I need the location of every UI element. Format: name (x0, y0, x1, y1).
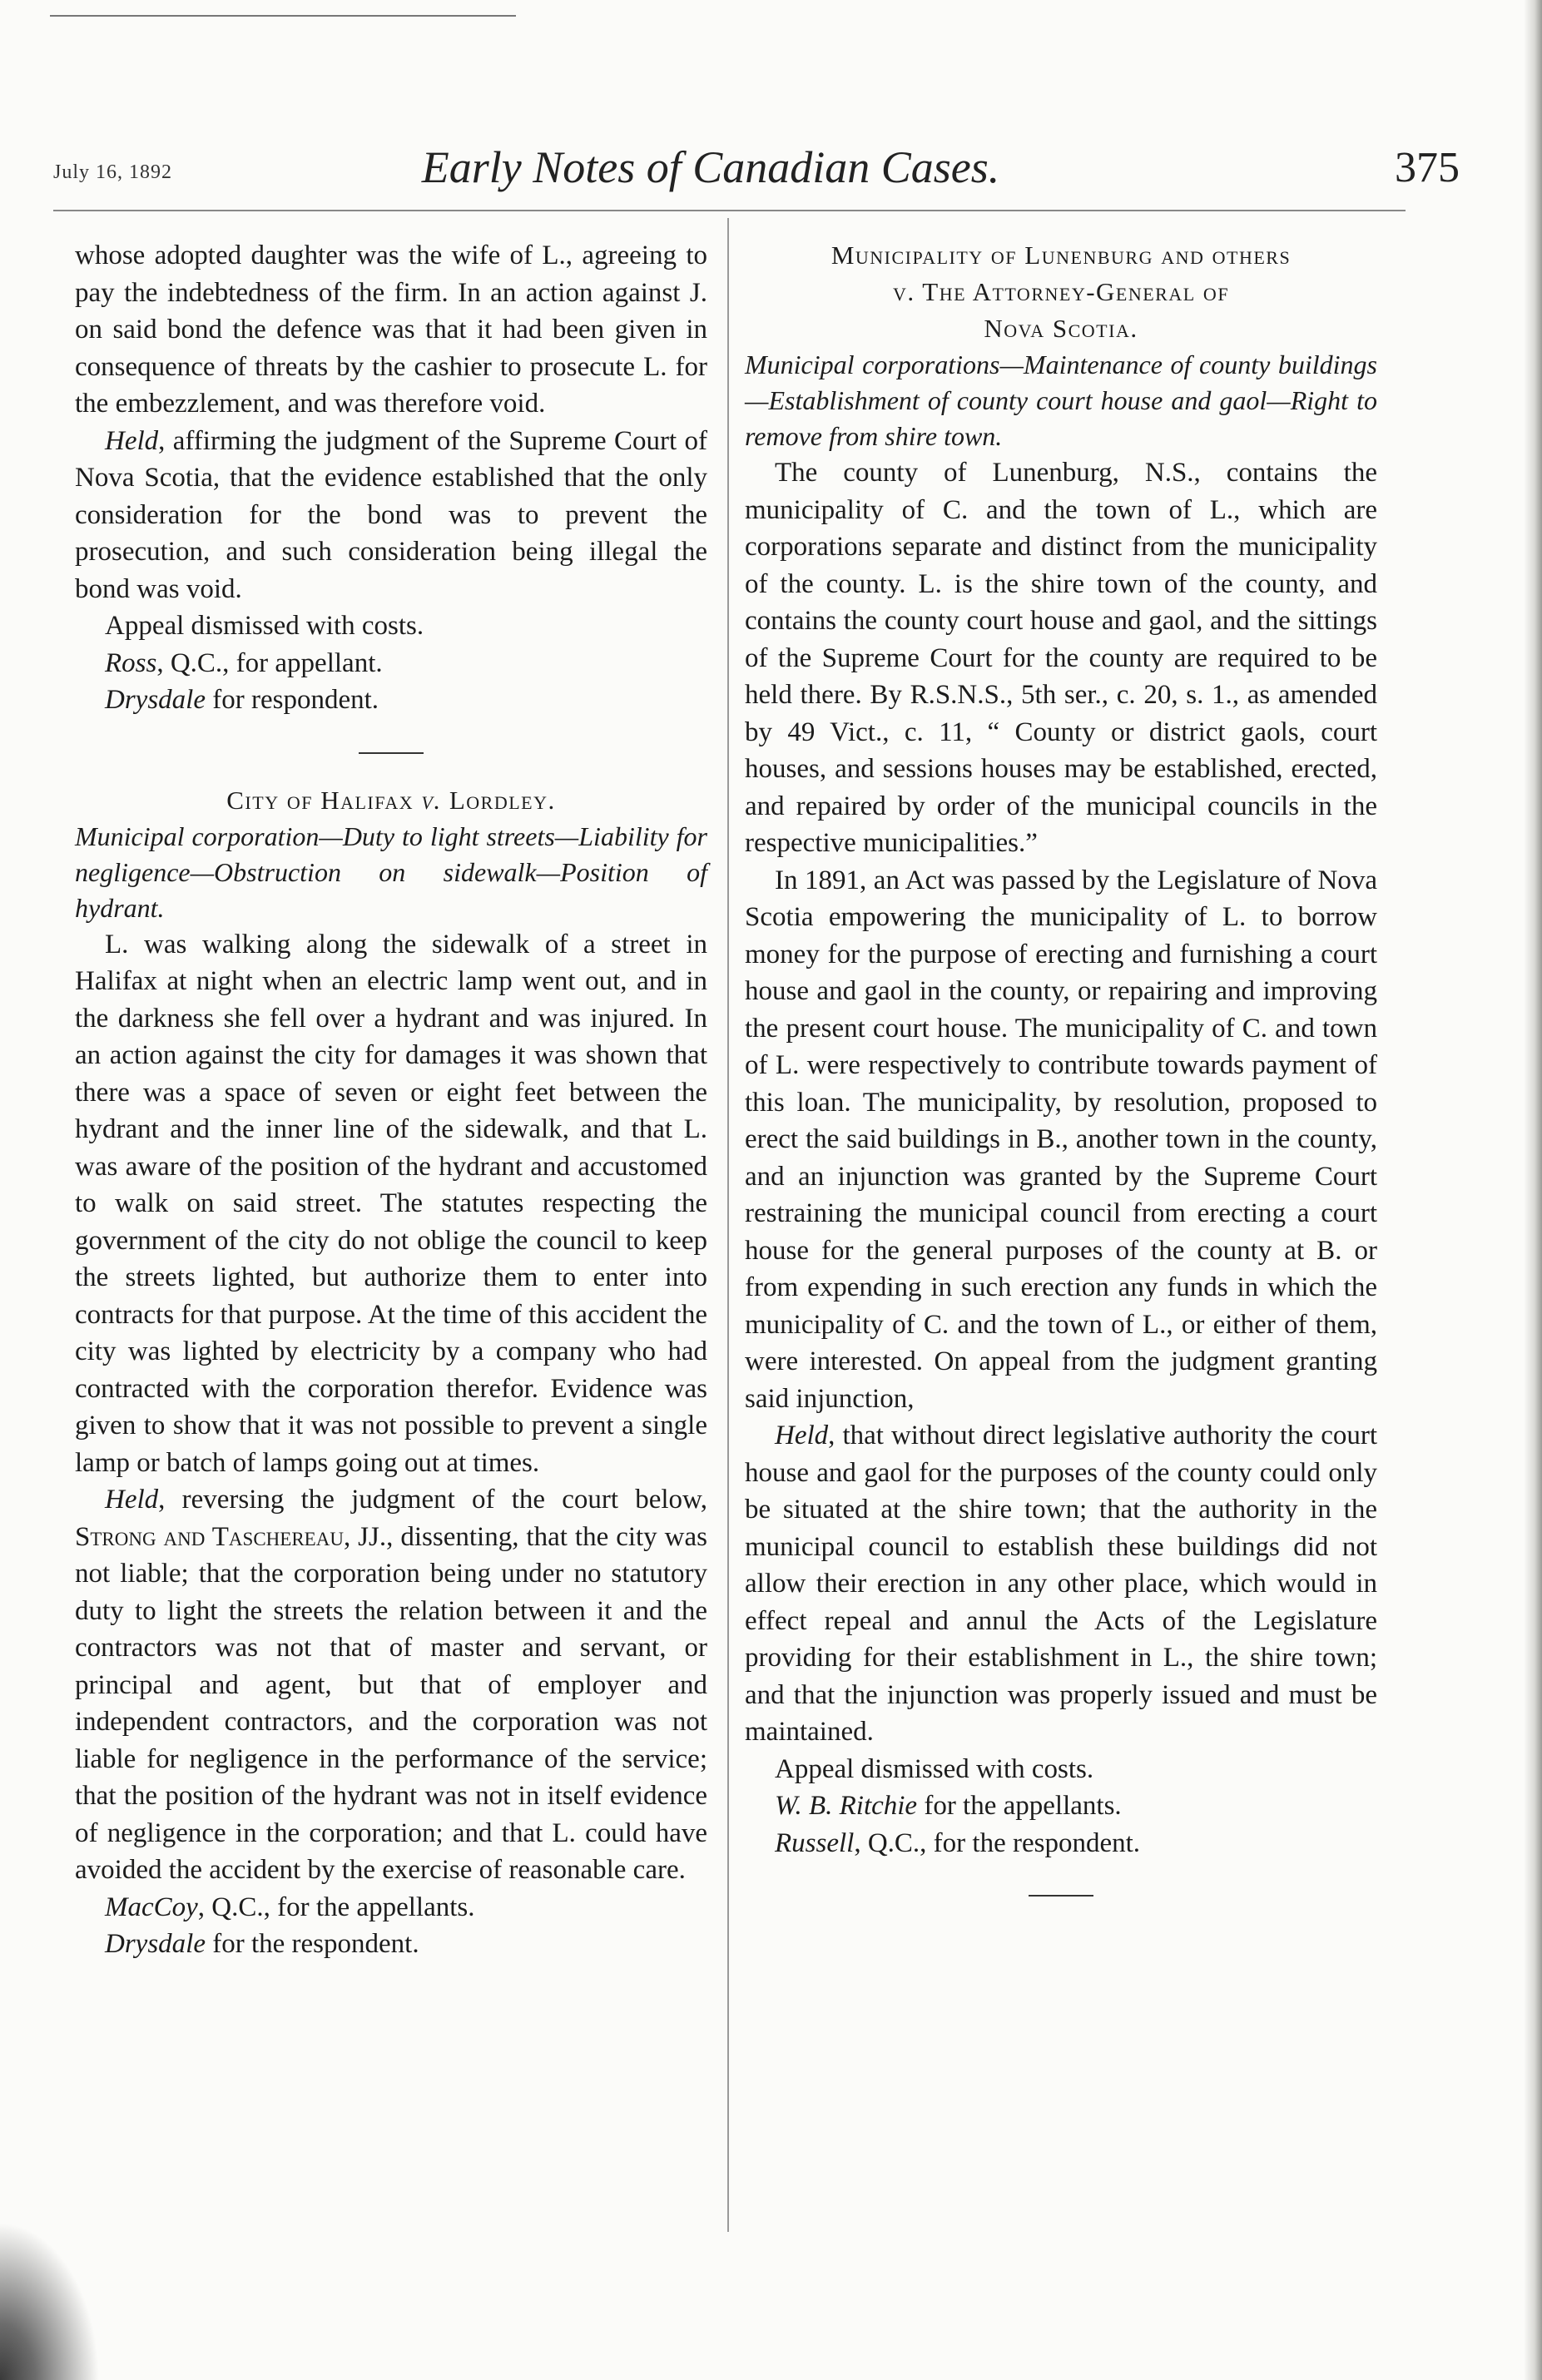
end-separator (1029, 1895, 1093, 1897)
case-counsel-respondent (745, 1825, 1377, 1862)
top-rule (50, 15, 516, 17)
held-label: Held (105, 425, 159, 456)
case-versus: v. (421, 785, 442, 815)
scan-edge-shadow (1524, 0, 1542, 2380)
continuation-paragraph: whose adopted daughter was the wife of L., agreeing to pay the indebtedness of the firm. In an action against J. on said bond the defence was that it had been given in consequence of threats by the cashier to prosecute L. for the embezzlement, and was therefore void. (75, 240, 707, 419)
column-divider (727, 218, 729, 2232)
case-separator (359, 752, 424, 754)
case-counsel-respondent (75, 1926, 707, 1963)
case-facts-continued: In 1891, an Act was passed by the Legislature of Nova Scotia empowering the municipality of L. to borrow money for the purpose of erecting and furnishing a court house and gaol in the county, or repairing and improving the present court house. The municipality of C. and town of L. were respectively to contribute towards payment of this loan. The municipality, by resolution, proposed to erect the said buildings in B., another town in the county, and an injunction was granted by the Supreme Court restraining the municipal council from erecting a court house for the general purposes of the county at B. or from expending in such erection any funds in which the municipality of C. and the town of L., or either of them, were interested. On appeal from the judgment granting said injunction, (745, 865, 1377, 1414)
case-counsel-appellants (75, 1889, 707, 1926)
continuation-counsel-appellant (75, 645, 707, 682)
counsel-role: for respondent. (205, 685, 379, 715)
counsel-role: , Q.C., for appellant. (156, 647, 383, 678)
scan-corner-shadow (0, 2222, 100, 2380)
case-counsel-appellants (745, 1787, 1377, 1825)
counsel-role: for the appellants. (917, 1791, 1122, 1821)
counsel-name: Russell (775, 1827, 855, 1858)
left-column (75, 237, 707, 1963)
counsel-name: W. B. Ritchie (775, 1791, 918, 1821)
case-title-lunenburg-line2: v. The Attorney-General of (892, 277, 1230, 306)
right-column (745, 237, 1377, 1925)
case-headnote: Municipal corporations—Maintenance of county buildings—Establishment of county court house and gaol—Right to remove from shire town. (745, 350, 1377, 451)
held-label: Held (775, 1421, 829, 1450)
continuation-disposition: Appeal dismissed with costs. (105, 611, 424, 641)
case-party-2: Lordley. (449, 785, 556, 815)
held-text: , affirming the judgment of the Supreme Court of Nova Scotia, that the evidence established that the only consideration for the bond was to prevent the prosecution, and such consideration being illegal the bond was void. (75, 425, 707, 604)
counsel-name: Drysdale (105, 685, 206, 715)
counsel-name: MacCoy (105, 1892, 198, 1922)
case-title-lunenburg: Municipality of Lunenburg and others (830, 240, 1292, 270)
counsel-role: , Q.C., for the appellants. (197, 1892, 475, 1922)
continuation-held (75, 423, 707, 608)
dissenting-judges: Strong and Taschereau, JJ. (75, 1521, 387, 1552)
header-rule (53, 210, 1406, 211)
case-facts: L. was walking along the sidewalk of a street in Halifax at night when an electric lamp went out, and in the darkness she fell over a hydrant and was injured. In an action against the city for damages it was shown that there was a space of seven or eight feet between the hydrant and the inner line of the sidewalk, and that L. was aware of the position of the hydrant and accustomed to walk on said street. The statutes respecting the government of the city do not oblige the council to keep the streets lighted, but authorize them to enter into contracts for that purpose. At the time of this accident the city was lighted by electricity by a company who had contracted with the corporation therefor. Evidence was given to show that it was not possible to prevent a single lamp or batch of lamps going out at times. (75, 929, 707, 1478)
case-title-lunenburg-line3: Nova Scotia. (984, 314, 1138, 343)
running-header (53, 141, 1460, 200)
counsel-role: , Q.C., for the respondent. (854, 1827, 1141, 1858)
held-label: Held (105, 1485, 159, 1515)
case-held (75, 1481, 707, 1889)
case-held (745, 1417, 1377, 1751)
counsel-role: for the respondent. (205, 1929, 419, 1959)
case-party-1: City of Halifax (226, 785, 414, 815)
header-title: Early Notes of Canadian Cases. (421, 142, 1000, 192)
counsel-name: Ross (105, 647, 157, 678)
held-text: , that without direct legislative authority the court house and gaol for the purposes of the county could only be situated at the shire town; that the authority in the municipal council to establish these buildings did not allow their erection in any other place, which would in effect repeal and annul the Acts of the Legislature providing for their establishment in L., the shire town; and that the injunction was properly issued and must be maintained. (745, 1421, 1377, 1747)
case-headnote: Municipal corporation—Duty to light streets—Liability for negligence—Obstruction on sidewalk—Position of hydrant. (75, 821, 707, 923)
case-disposition: Appeal dismissed with costs. (775, 1753, 1094, 1784)
page-number: 375 (1395, 144, 1460, 191)
header-date: July 16, 1892 (53, 161, 173, 183)
case-title-halifax (75, 782, 707, 819)
held-text: , reversing the judgment of the court below, (158, 1485, 707, 1515)
continuation-counsel-respondent (75, 682, 707, 719)
case-facts: The county of Lunenburg, N.S., contains the municipality of C. and the town of L., which are corporations separate and distinct from the municipality of the county. L. is the shire town of the county, and contains the county court house and gaol, and the sittings of the Supreme Court for the county are required to be held there. By R.S.N.S., 5th ser., c. 20, s. 1., as amended by 49 Vict., c. 11, “ County or district gaols, court houses, and sessions houses may be established, erected, and repaired by order of the municipal councils in the respective municipalities.” (745, 458, 1377, 858)
counsel-name: Drysdale (105, 1929, 206, 1959)
held-text: , dissenting, that the city was not liable; that the corporation being under no statutory duty to light the streets the relation between it and the contractors was not that of master and servant, or principal and agent, but that of employer and independent contractors, and the corporation was not liable for negligence in the performance of the service; that the position of the hydrant was not in itself evidence of negligence in the corporation; and that L. could have avoided the accident by the exercise of reasonable care. (75, 1521, 707, 1885)
